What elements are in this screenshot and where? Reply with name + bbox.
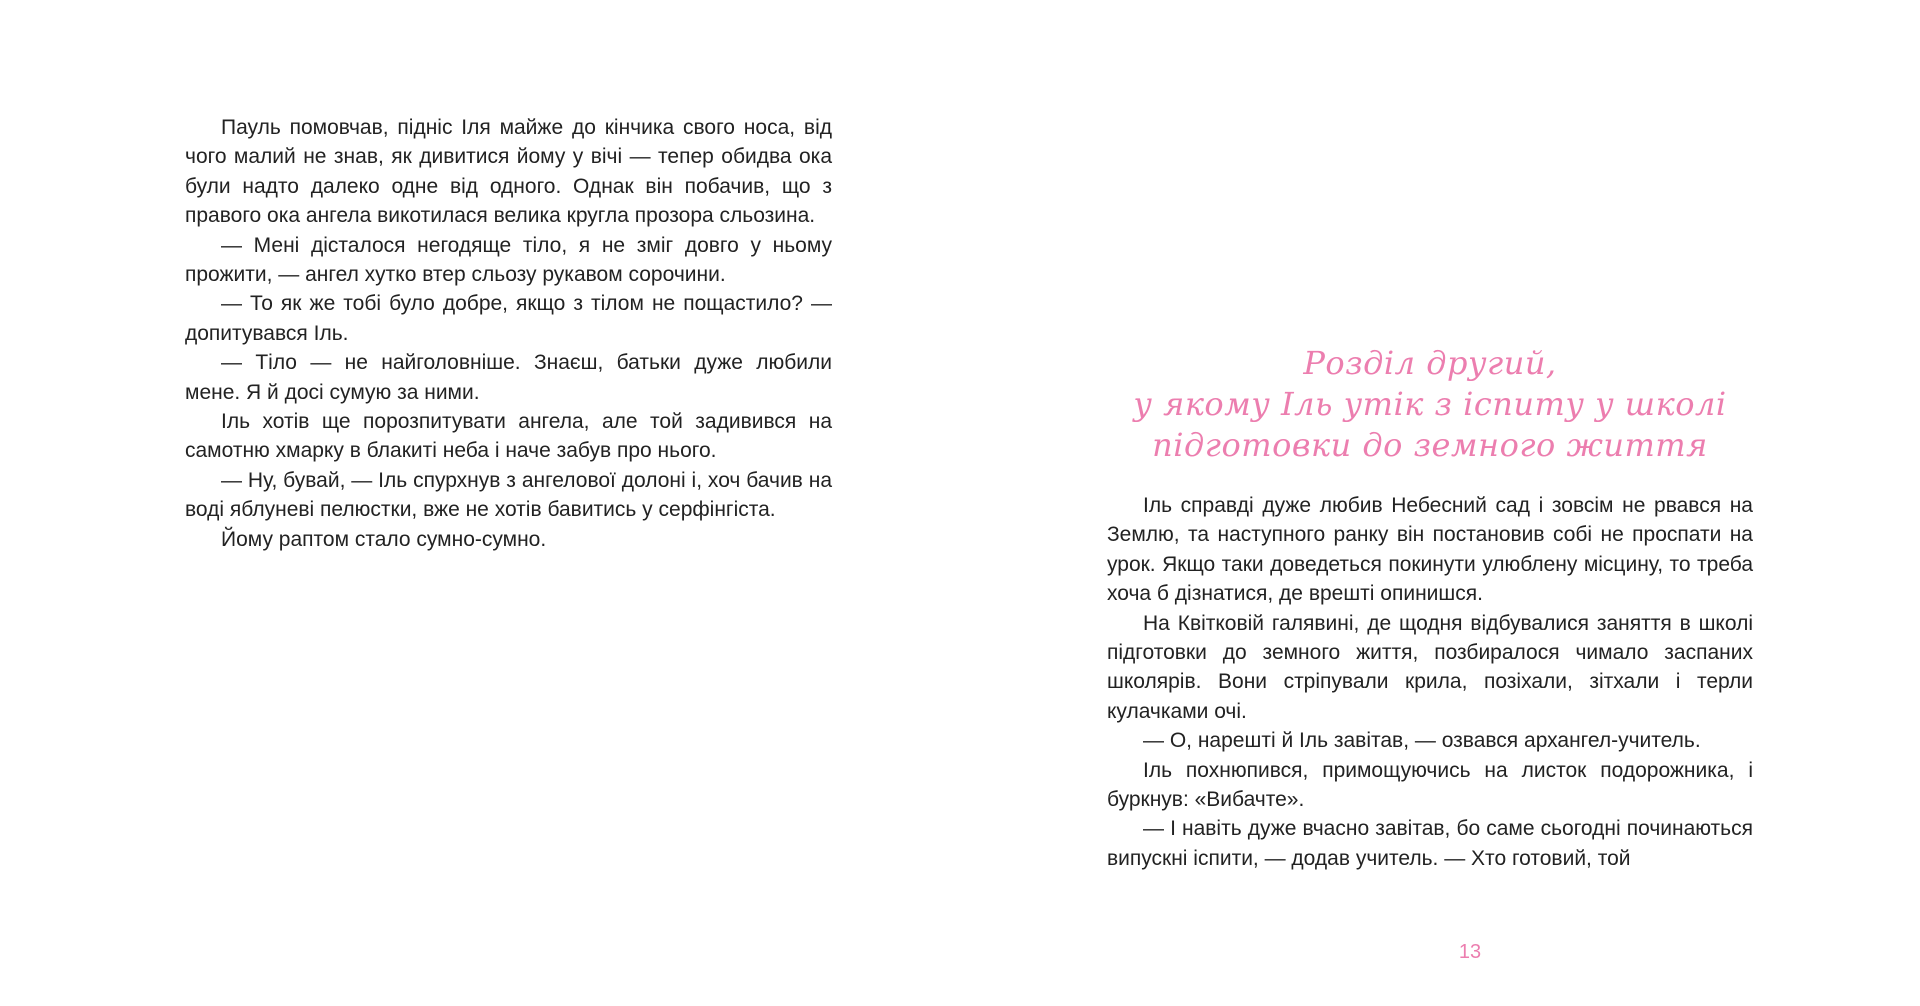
chapter-heading — [1107, 343, 1753, 466]
paragraph: — Мені дісталося негодяще тіло, я не зміг довго у ньому прожити, — ангел хутко втер сльозу рукавом сорочини. — [185, 233, 832, 287]
paragraph: Йому раптом стало сумно-сумно. — [221, 527, 547, 551]
paragraph: — То як же тобі було добре, якщо з тілом не пощастило? — допитувався Іль. — [185, 292, 832, 345]
paragraph: Іль похнюпився, примощуючись на листок подорожника, і буркнув: «Вибачте». — [1107, 758, 1753, 812]
paragraph: — І навіть дуже вчасно завітав, бо саме сьогодні починаються випускні іспити, — додав учитель. — Хто готовий, той — [1107, 817, 1753, 870]
paragraph: — Тіло — не найголовніше. Знаєш, батьки дуже любили мене. Я й досі сумую за ними. — [185, 351, 832, 404]
paragraph: На Квітковій галявині, де щодня відбувалися заняття в школі підготовки до земного життя, позбиралося чимало заспаних школярів. Вони стріпували крила, позіхали, зітхали і терли кулачками очі. — [1107, 611, 1753, 723]
paragraph: Пауль помовчав, підніс Іля майже до кінчика свого носа, від чого малий не знав, як дивитися йому у вічі — тепер обидва ока були надто далеко одне від одного. Однак він побачив, що з правого ока ангела викотилася велика кругла прозора сльозина. — [185, 116, 832, 228]
chapter-heading-line: у якому Іль утік з іспиту у школі — [1133, 385, 1727, 423]
paragraph: Іль справді дуже любив Небесний сад і зовсім не рвався на Землю, та наступного ранку він постановив собі не проспати на урок. Якщо таки доведеться покинути улюблену місцину, то треба хоча б дізнатися, де врешті опинишся. — [1107, 494, 1753, 606]
right-page — [960, 0, 1920, 1006]
page-number: 13 — [1458, 941, 1482, 963]
paragraph: Іль хотів ще порозпитувати ангела, але той задивився на самотню хмарку в блакиті неба і наче забув про нього. — [185, 410, 832, 463]
chapter-heading-line: Розділ другий, — [1303, 344, 1557, 382]
right-page-text — [1107, 491, 1753, 873]
paragraph: — О, нарешті й Іль завітав, — озвався архангел-учитель. — [1143, 729, 1701, 753]
left-page-text — [185, 113, 832, 554]
paragraph: — Ну, бувай, — Іль спурхнув з ангелової долоні і, хоч бачив на воді яблуневі пелюстки, вже не хотів бавитись у серфінгіста. — [185, 468, 832, 522]
chapter-heading-line: підготовки до земного життя — [1152, 426, 1708, 464]
